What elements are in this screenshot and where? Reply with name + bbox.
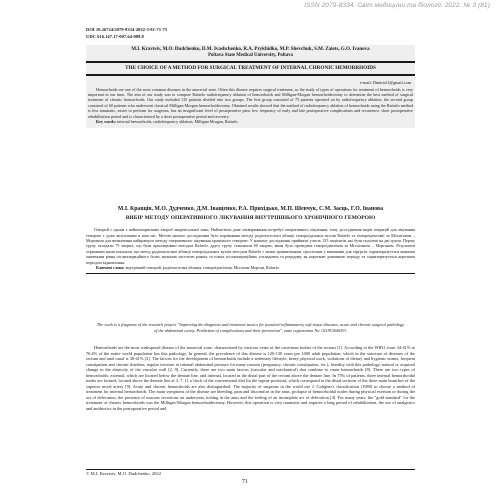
- copyright-note: © M.I. Kravtsiv, M.O. Dudchenko, 2022: [86, 471, 162, 476]
- ukrainian-summary-block: [86, 206, 415, 274]
- abstract-en: Hemorrhoids are one of the most common diseases in the anorectal zone. Often this disease requires surgical treatment, so the study of types of operations for treatment of hemorrhoids is very important in our time. The aim of our study was to compare Rafaelo radiofrequency ablation of hemorrhoids and Milligan-Morgan hemorrhoidectomy to determine the best method of surgical treatment of chronic hemorrhoids. Our study included 135 patients divided into two groups. The first group consisted of 75 patients operated on by radiofrequency ablation, the second group consisted of 60 patients who underwent classical Milligan-Morgan hemorrhoidectomy. Obtained results showed that the method of radiofrequency ablation of hemorrhoids using the Rafaelo method is less traumatic, easier to perform for surgeons, has an insignificant level of postoperative pain, low frequency of early and late postoperative complications and recurrence, short postoperative rehabilitation period and is characterized by a short postoperative period and recovery.: [88, 86, 413, 119]
- journal-header: ISSN 2079-8334. Світ медицини та біології. 2022. № 3 (81): [304, 2, 490, 9]
- footer-rule: [86, 469, 415, 470]
- section-divider: [86, 273, 415, 274]
- keywords-en: [86, 119, 415, 128]
- keywords-text-en: internal hemorrhoids, radiofrequency ablation, Milligan-Morgan, Rafaelo.: [117, 119, 239, 125]
- keywords-label-ua: Ключові слова:: [96, 265, 125, 271]
- body-paragraph: Hemorrhoids are the most widespread disease of the anorectal zone, characterized by varicose veins of the cavernous bodies of the rectum [1]. According to the WHO, from 34-41% to 76.4% of the entire world population has this pathology. In general, the prevalence of this disease is 120-130 cases per 1000 adult population, which in the structure of diseases of the rectum and anal canal is 38-41% [2]. The factors for the development of hemorrhoids include a sedentary lifestyle, heavy physical work, violations of dietary and hygienic norms, frequent constipation and chronic diarrhea, regular increase in internal abdominal pressure for many reasons (pregnancy, chronic constipation, etc.), heredity with this pathology, natural or acquired change in the elasticity of the vascular wall [2, 9]. Currently, there are two main factors (vascular and mechanical) that combine to cause hemorrhoids [8]. There are two types of hemorrhoids: external, which are located below the dentate line, and internal, located in the distal part of the rectum above the dentate line. In 75% of patients, three internal hemorrhoidal nodes are formed, located above the dentate line at 3, 7, 11 o'clock of the conventional dial (in the supine position), which correspond to the distal sections of the three main branches of the superior rectal artery [9]. Acute and chronic hemorrhoids are also distinguished. The majority of surgeons in the world use J. Goligher's classification (1980) to choose a method of treatment for internal hemorrhoids. The main symptoms of the disease are bleeding, pain and discomfort in the anus, prolapse of hemorrhoidal nodes during physical exertion or during the act of defecation, the presence of mucous secretions on underwear, itching in the anus and the feeling of an incomplete act of defecation [4]. For many years, the "gold standard" for the treatment of chronic hemorrhoids was the Milligan-Morgan hemorrhoidectomy. However, this operation is very traumatic and requires a long period of rehabilitation, the use of analgesics and antibiotics in the postoperative period and: [86, 345, 415, 412]
- article-title-ua: ВИБІР МЕТОДУ ОПЕРАТИВНОГО ЛІКУВАННЯ ВНУТРІШНЬОГО ХРОНІЧНОГО ГЕМОРОЮ: [125, 215, 376, 222]
- keywords-ua: [86, 265, 415, 270]
- keywords-label-en: Key words:: [96, 119, 117, 125]
- authors-ua: М.І. Кравців, М.О. Дудченко, Д.М. Іващенко, Р.А. Прихідько, М.П. Шевчук, С.М. Заєць, Г.О. Іванова: [117, 206, 384, 212]
- funding-note: The work is a fragment of the research project "Improving the diagnosis and treatment tactics for purulent-inflammatory soft tissue diseases, acute and chronic surgical pathology of the abdominal cavity. Prediction of complications and their prevention", state registration No. 0119U006053.: [96, 322, 405, 333]
- page-number: 71: [242, 479, 248, 485]
- udc-line: UDC 616.147.17-007.64-089.8: [86, 34, 144, 39]
- authors-en: M.I. Kravtsiv, M.O. Dudchenko, D.M. Ivashchenko, R.A. Prykhidko, M.P. Shevchuk, S.M. Zaiets, G.O. Ivanova: [131, 47, 370, 52]
- contact-email[interactable]: e-mail: Dmitriol1@gmail.com: [359, 79, 411, 85]
- keywords-text-ua: внутрішній геморой, радіочастотна абляція, гемороїдектомія, Мілліган-Морган, Rafaelo.: [125, 265, 280, 271]
- doi-line: DOI 10.26724/2079-8334-2022-3-81-71-75: [86, 27, 168, 32]
- affiliation-en: Poltava State Medical University, Poltava: [208, 53, 293, 59]
- english-summary-block: [86, 45, 415, 128]
- abstract-ua: Геморой є одним з найпоширеніших хвороб аноректальної зони. Найчастіше дане захворювання потребує оперативного лікування, тому дослідження видів операцій для лікування геморою є дуже актуальним в наш час. Метою нашого дослідження було порівняння методу радіочастотної абляції гемороїдальних вузлів Rafaelo та гемороїдектомії за Мілліганом – Морганом для визначення найкращого методу оперативного лікування хронічного геморою. У нашому дослідженні прийняли участь 135 пацієнтів, які були поділені на дві групи. Першу групу складали 75 хворих, що були прооперовані методом Rafaelo, другу групу становили 60 хворих, яким була проведена гемороїдектомія за Мілліганом – Морганом. Результати отриманих нами показали, що метод радіочастотної абляції гемороїдальних вузлів методом Rafaelo є менш травматичним, простішим у виконанні для хірургів, характеризується низьким значенням рівня післяопераційного болю, низькою частотою ранніх та пізніх післяопераційних ускладнень та рецидиву, як короткою довжиною періоду та характеризується коротким періодом відновлення.: [86, 227, 415, 265]
- article-title-en: THE CHOICE OF A METHOD FOR SURGICAL TREATMENT OF INTERNAL CHRONIC HEMORRHOIDS: [125, 65, 376, 72]
